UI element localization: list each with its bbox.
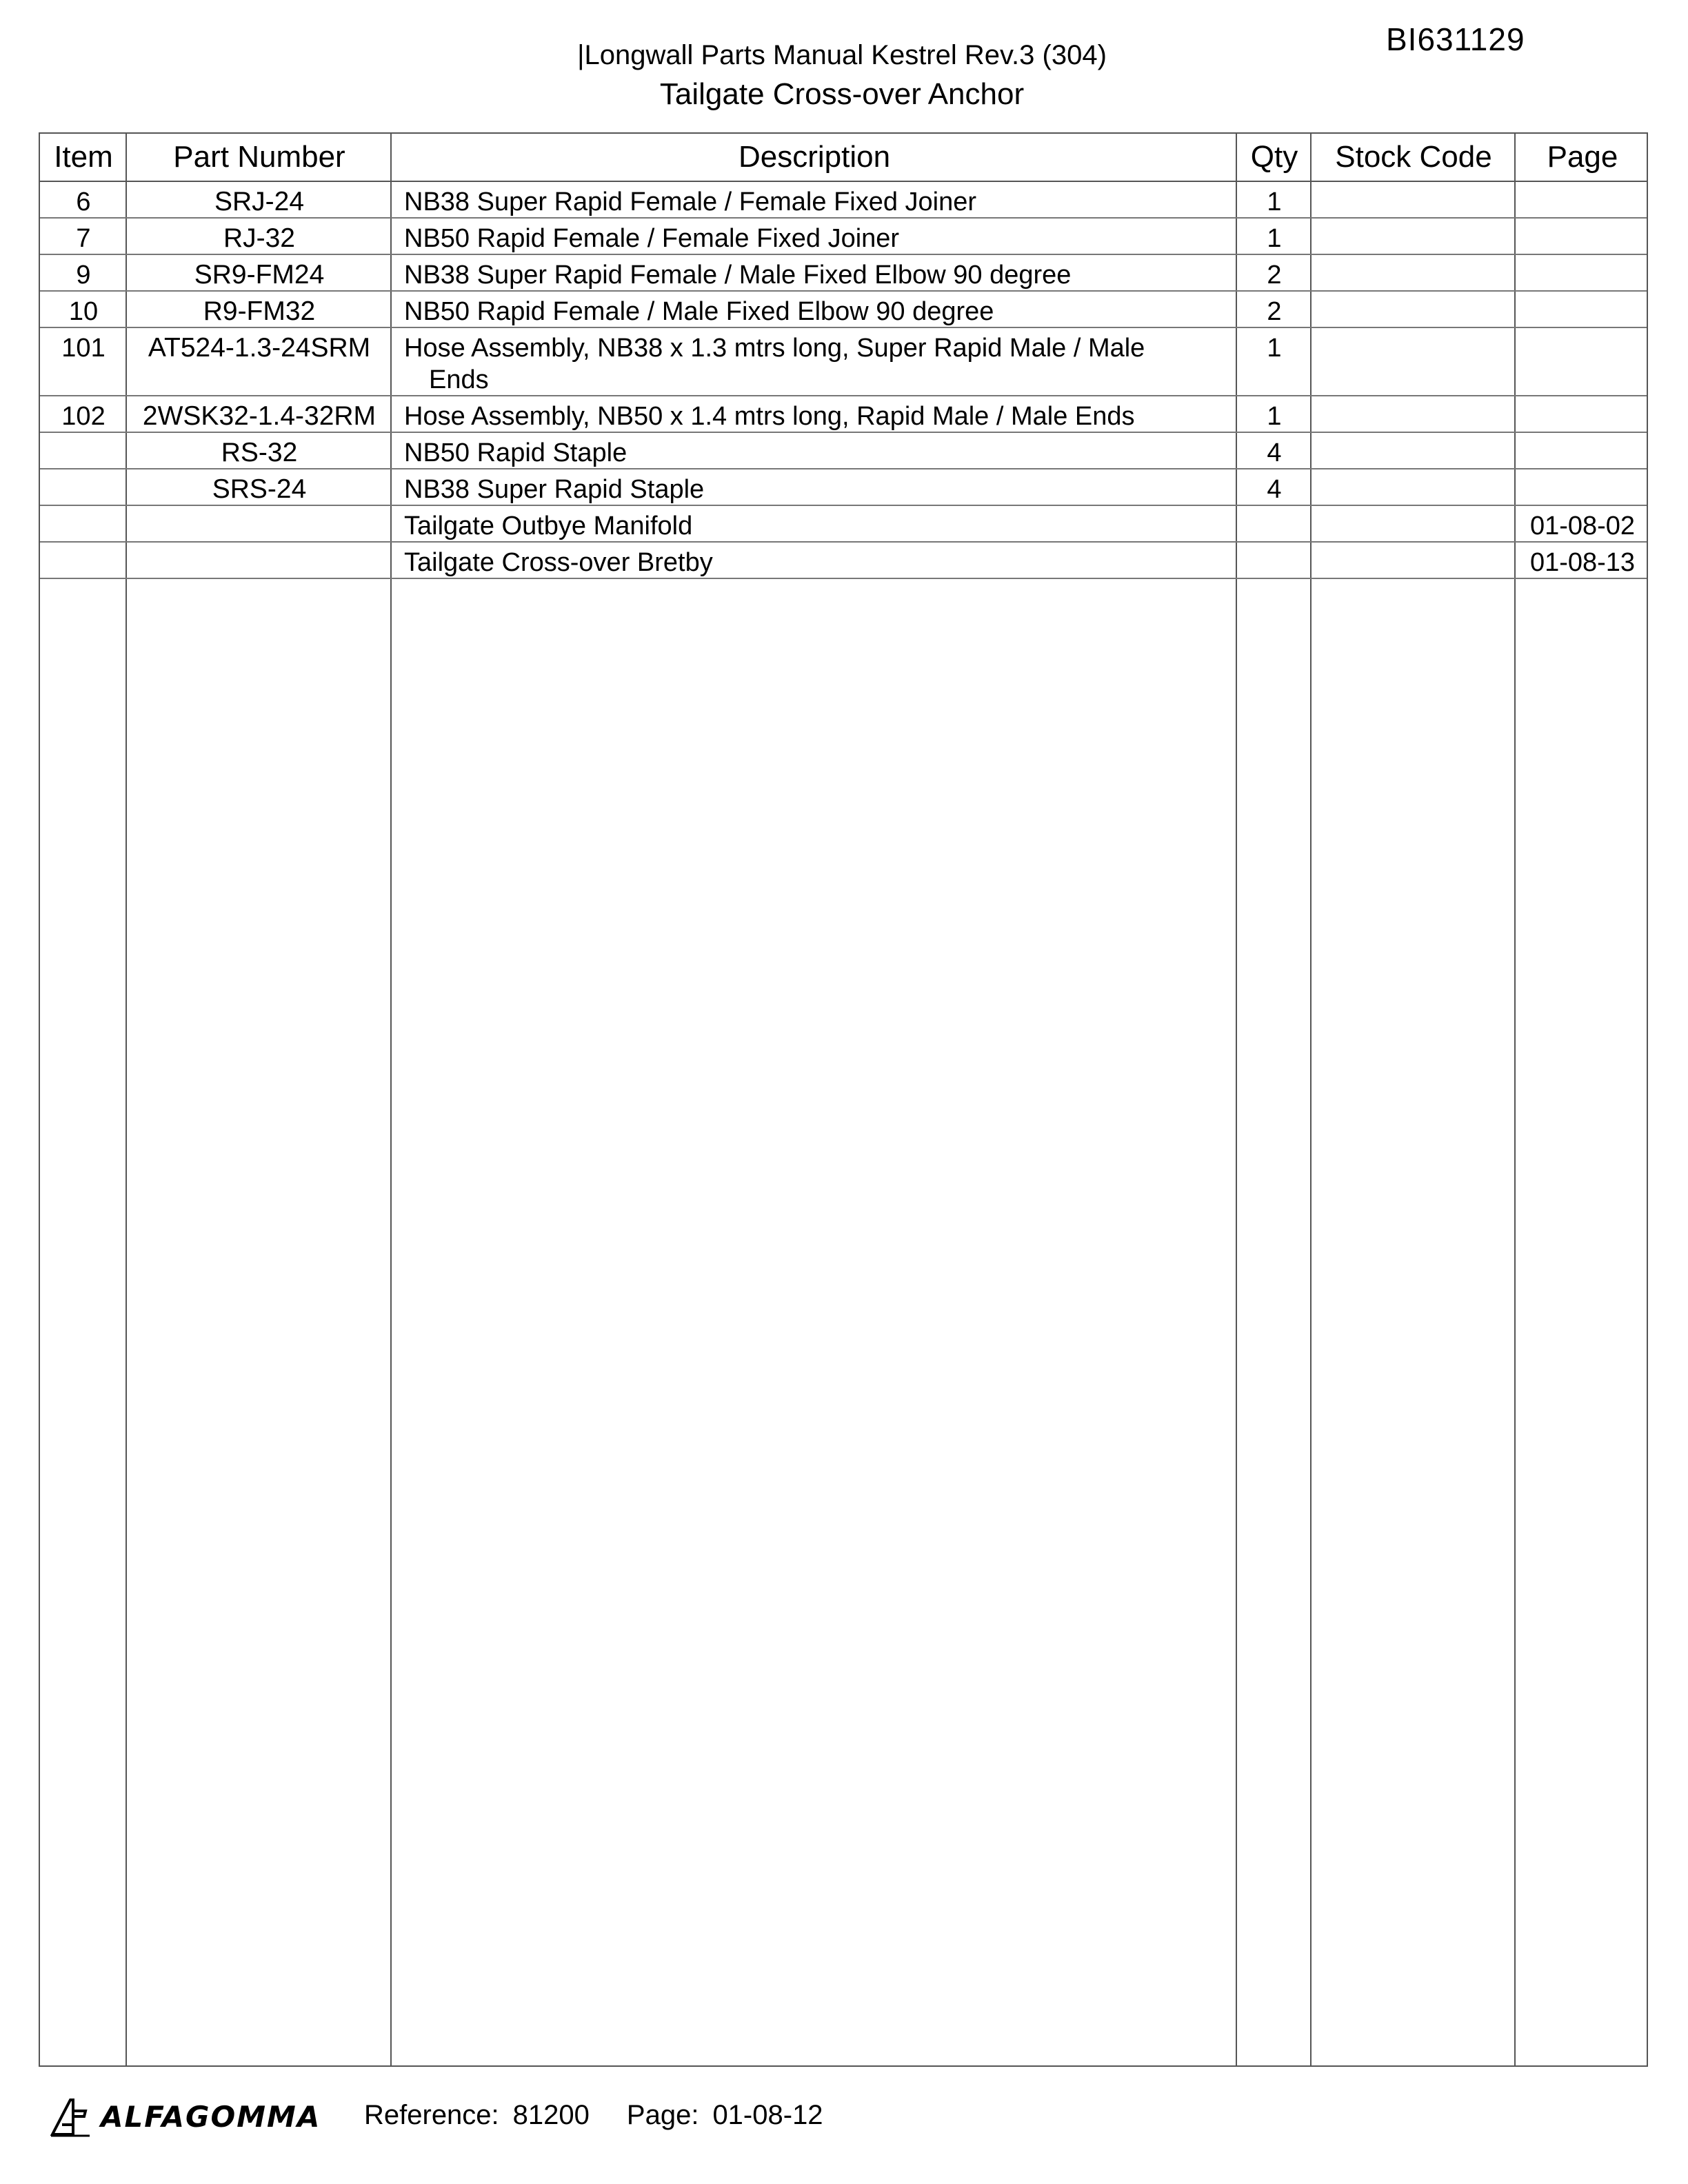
- cell-part-number: SRS-24: [212, 474, 307, 504]
- cell-page: [1516, 292, 1649, 296]
- table-row: [40, 255, 1647, 292]
- cell-qty: 4: [1267, 475, 1282, 504]
- cell-part-number: R9-FM32: [203, 296, 316, 326]
- cell-stock-code: [1312, 506, 1516, 510]
- cell-page: [1516, 255, 1649, 259]
- table-row: [40, 219, 1647, 255]
- alfagomma-logo-text: ALFAGOMMA: [101, 2099, 321, 2134]
- cell-item: 102: [61, 402, 106, 431]
- cell-item: 9: [76, 261, 91, 290]
- table-header-row: [40, 134, 1647, 182]
- cell-qty: 1: [1267, 224, 1282, 253]
- table-row: [40, 328, 1647, 396]
- page-footer: [50, 2096, 1636, 2137]
- cell-qty: 2: [1267, 261, 1282, 290]
- alfagomma-logo-icon: [50, 2096, 91, 2137]
- cell-description: NB38 Super Rapid Female / Male Fixed Elbow 90 degree: [404, 261, 1072, 290]
- cell-stock-code: [1312, 219, 1516, 223]
- cell-qty: 4: [1267, 438, 1282, 467]
- manual-title: [0, 40, 1688, 71]
- cell-item: 6: [76, 188, 91, 216]
- cell-item: 101: [61, 334, 106, 363]
- cell-item: 10: [68, 297, 99, 326]
- cell-stock-code: [1312, 543, 1516, 547]
- cell-page: [1516, 219, 1649, 223]
- table-row: [40, 543, 1647, 579]
- cell-description: NB38 Super Rapid Staple: [404, 475, 705, 504]
- cell-description: Tailgate Outbye Manifold: [404, 512, 693, 540]
- page-label: Page:: [626, 2100, 699, 2130]
- cell-stock-code: [1312, 292, 1516, 296]
- table-row: [40, 433, 1647, 469]
- cell-item: [40, 433, 127, 437]
- cell-page: [1516, 396, 1649, 401]
- alfagomma-logo: [50, 2096, 321, 2137]
- table-row: [40, 292, 1647, 328]
- cell-part-number: RS-32: [221, 438, 298, 467]
- cell-description: Tailgate Cross-over Bretby: [404, 548, 713, 577]
- cell-description: NB38 Super Rapid Female / Female Fixed Joiner: [404, 188, 977, 216]
- cell-description: NB50 Rapid Staple: [404, 438, 627, 467]
- cell-item: [40, 469, 127, 474]
- cell-item: 7: [76, 224, 91, 253]
- cell-stock-code: [1312, 469, 1516, 474]
- cell-page: 01-08-13: [1529, 548, 1636, 577]
- column-header-item: Item: [54, 140, 113, 174]
- cell-stock-code: [1312, 255, 1516, 259]
- page-value: 01-08-12: [712, 2100, 823, 2130]
- cell-part-number: [127, 506, 392, 510]
- cell-part-number: SRJ-24: [214, 187, 305, 216]
- cell-item: [40, 506, 127, 510]
- section-title: [0, 77, 1688, 112]
- table-row: [40, 182, 1647, 219]
- cell-qty: 1: [1267, 188, 1282, 216]
- cell-qty: [1237, 543, 1312, 547]
- cell-stock-code: [1312, 182, 1516, 186]
- cell-page: [1516, 182, 1649, 186]
- cell-description: [392, 328, 1237, 396]
- cell-qty: [1237, 506, 1312, 510]
- cell-part-number: 2WSK32-1.4-32RM: [142, 401, 376, 431]
- section-title-text: Tailgate Cross-over Anchor: [659, 77, 1025, 111]
- cell-description: NB50 Rapid Female / Male Fixed Elbow 90 degree: [404, 297, 994, 326]
- column-header-qty: Qty: [1250, 140, 1298, 174]
- cell-stock-code: [1312, 396, 1516, 401]
- table-row: [40, 396, 1647, 433]
- cell-part-number: SR9-FM24: [194, 260, 325, 290]
- cell-page: 01-08-02: [1529, 512, 1636, 540]
- column-header-page: Page: [1547, 140, 1618, 174]
- cell-part-number: AT524-1.3-24SRM: [148, 333, 371, 363]
- cell-part-number: RJ-32: [223, 223, 296, 253]
- cell-qty: 2: [1267, 297, 1282, 326]
- cell-item: [40, 543, 127, 547]
- reference-info: [364, 2100, 823, 2131]
- manual-title-text: |Longwall Parts Manual Kestrel Rev.3 (304): [577, 40, 1107, 70]
- cell-description-text: Hose Assembly, NB38 x 1.3 mtrs long, Super Rapid Male / Male Ends: [404, 334, 1145, 394]
- table-row: [40, 506, 1647, 543]
- document-id: BI631129: [1386, 21, 1525, 57]
- cell-description: Hose Assembly, NB50 x 1.4 mtrs long, Rapid Male / Male Ends: [404, 402, 1135, 431]
- parts-table: [39, 132, 1648, 2067]
- cell-qty: 1: [1267, 334, 1282, 363]
- cell-part-number: [127, 543, 392, 547]
- cell-stock-code: [1312, 328, 1516, 332]
- cell-stock-code: [1312, 433, 1516, 437]
- cell-page: [1516, 469, 1649, 474]
- cell-qty: 1: [1267, 402, 1282, 431]
- column-header-description: Description: [738, 140, 891, 174]
- table-row: [40, 469, 1647, 506]
- cell-page: [1516, 328, 1649, 332]
- column-header-stock-code: Stock Code: [1335, 140, 1492, 174]
- cell-page: [1516, 433, 1649, 437]
- reference-label: Reference:: [364, 2100, 499, 2130]
- column-header-part-number: Part Number: [173, 140, 345, 174]
- reference-value: 81200: [512, 2100, 590, 2130]
- cell-description: NB50 Rapid Female / Female Fixed Joiner: [404, 224, 900, 253]
